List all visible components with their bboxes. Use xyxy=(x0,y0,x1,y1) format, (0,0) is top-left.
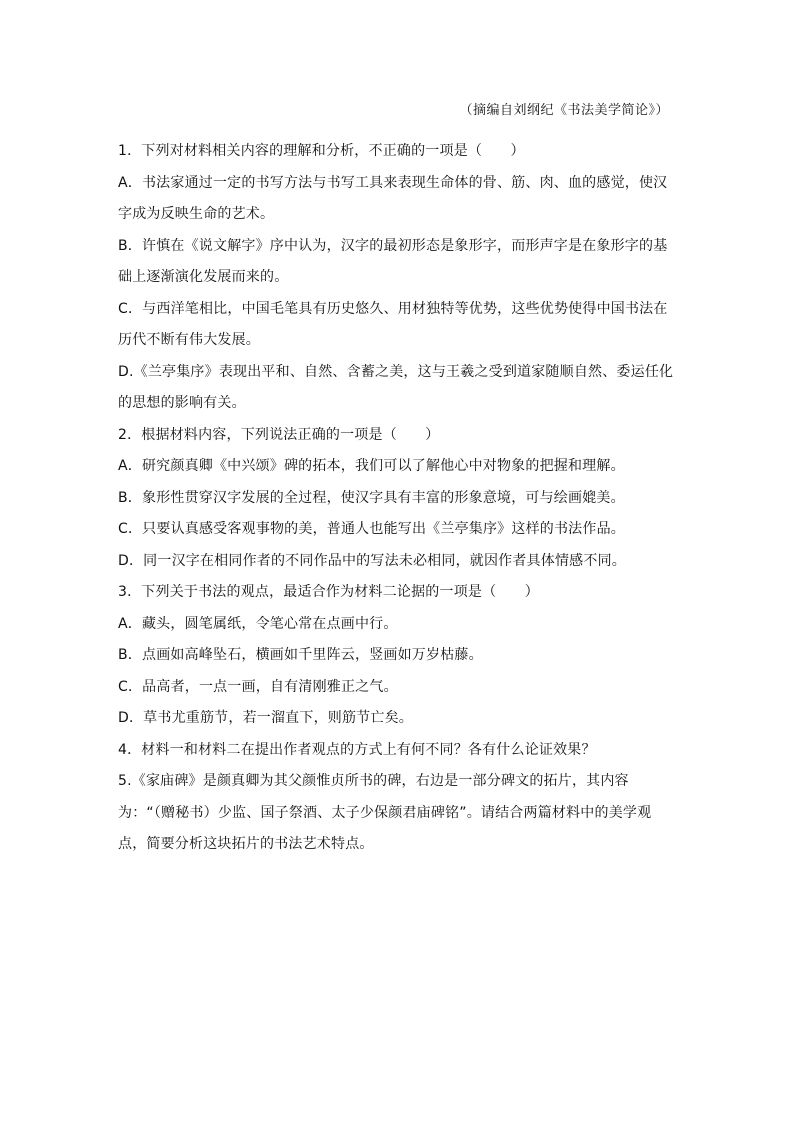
question-1 xyxy=(118,136,678,420)
question-2-option-c: C．只要认真感受客观事物的美，普通人也能写出《兰亭集序》这样的书法作品。 xyxy=(118,521,625,537)
question-5 xyxy=(118,766,678,861)
question-1-option-c: C．与西洋笔相比，中国毛笔具有历史悠久、用材独特等优势，这些优势使得中国书法在历代不断有伟大发展。 xyxy=(118,300,668,348)
question-3-option-d: D．草书尤重筋节，若一溜直下，则筋节亡矣。 xyxy=(118,710,413,726)
question-1-stem: 1．下列对材料相关内容的理解和分析，不正确的一项是（ ） xyxy=(118,143,525,159)
source-citation: （摘编自刘纲纪《书法美学简论》） xyxy=(459,103,669,118)
question-list xyxy=(118,136,678,861)
question-3-stem: 3．下列关于书法的观点，最适合作为材料二论据的一项是（ ） xyxy=(118,584,539,600)
question-3-option-c: C．品高者，一点一画，自有清刚雅正之气。 xyxy=(118,678,398,695)
question-2-option-d: D．同一汉字在相同作者的不同作品中的写法未必相同，就因作者具体情感不同。 xyxy=(118,552,626,569)
question-3-option-a: A．藏头，圆笔属纸，令笔心常在点画中行。 xyxy=(118,615,398,632)
question-2-option-b: B．象形性贯穿汉字发展的全过程，使汉字具有丰富的形象意境，可与绘画媲美。 xyxy=(118,489,625,506)
question-3 xyxy=(118,577,678,735)
question-4 xyxy=(118,735,678,767)
question-4-stem: 4．材料一和材料二在提出作者观点的方式上有何不同？各有什么论证效果？ xyxy=(118,741,596,758)
question-2 xyxy=(118,420,678,578)
question-1-option-b: B．许慎在《说文解字》序中认为，汉字的最初形态是象形字，而形声字是在象形字的基础上逐渐演化发展而来的。 xyxy=(118,237,668,285)
question-1-option-a: A．书法家通过一定的书写方法与书写工具来表现生命体的骨、筋、肉、血的感觉，使汉字成为反映生命的艺术。 xyxy=(118,174,668,222)
question-2-option-a: A．研究颜真卿《中兴颂》碑的拓本，我们可以了解他心中对物象的把握和理解。 xyxy=(118,458,625,474)
question-3-option-b: B．点画如高峰坠石，横画如千里阵云，竖画如万岁枯藤。 xyxy=(118,647,483,663)
question-2-stem: 2．根据材料内容，下列说法正确的一项是（ ） xyxy=(118,426,440,443)
question-1-option-d: D.《兰亭集序》表现出平和、自然、含蓄之美，这与王羲之受到道家随顺自然、委运任化的思想的影响有关。 xyxy=(118,363,674,411)
question-5-stem: 5.《家庙碑》是颜真卿为其父颜惟贞所书的碑，右边是一部分碑文的拓片，其内容为：“（赠秘书）少监、国子祭酒、太子少保颜君庙碑铭”。请结合两篇材料中的美学观点，简要分析这块拓片的书法艺术特点。 xyxy=(118,773,652,852)
